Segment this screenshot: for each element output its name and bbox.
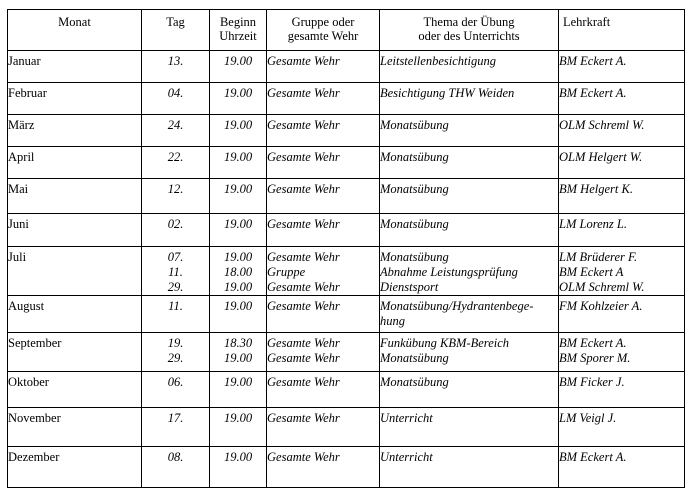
cell-gruppe: Gesamte Wehr bbox=[267, 296, 380, 333]
cell-monat: Mai bbox=[8, 179, 142, 214]
cell-tag: 13. bbox=[142, 51, 210, 83]
cell-lehrkraft: BM Eckert A. bbox=[559, 83, 685, 115]
cell-thema: Monatsübung bbox=[380, 214, 559, 247]
cell-thema: Leitstellenbesichtigung bbox=[380, 51, 559, 83]
table-row bbox=[8, 408, 685, 447]
table-row bbox=[8, 214, 685, 247]
cell-thema: Unterricht bbox=[380, 408, 559, 447]
cell-tag: 08. bbox=[142, 447, 210, 488]
cell-lehrkraft: FM Kohlzeier A. bbox=[559, 296, 685, 333]
cell-tag: 11. bbox=[142, 296, 210, 333]
cell-thema: Besichtigung THW Weiden bbox=[380, 83, 559, 115]
cell-monat: April bbox=[8, 147, 142, 179]
cell-lehrkraft: LM Veigl J. bbox=[559, 408, 685, 447]
cell-tag: 07. 11. 29. bbox=[142, 247, 210, 296]
schedule-table bbox=[7, 9, 685, 488]
cell-zeit: 19.00 bbox=[210, 372, 267, 408]
cell-zeit: 19.00 18.00 19.00 bbox=[210, 247, 267, 296]
table-row bbox=[8, 179, 685, 214]
cell-lehrkraft: BM Helgert K. bbox=[559, 179, 685, 214]
cell-zeit: 19.00 bbox=[210, 83, 267, 115]
cell-thema: Monatsübung/Hydrantenbege- hung bbox=[380, 296, 559, 333]
cell-zeit: 19.00 bbox=[210, 296, 267, 333]
cell-gruppe: Gesamte Wehr bbox=[267, 179, 380, 214]
cell-gruppe: Gesamte Wehr bbox=[267, 447, 380, 488]
header-monat: Monat bbox=[8, 10, 142, 51]
cell-zeit: 19.00 bbox=[210, 447, 267, 488]
cell-tag: 06. bbox=[142, 372, 210, 408]
cell-monat: September bbox=[8, 333, 142, 372]
header-beginn: Beginn Uhrzeit bbox=[210, 10, 267, 51]
cell-lehrkraft: LM Lorenz L. bbox=[559, 214, 685, 247]
table-row bbox=[8, 147, 685, 179]
table-row bbox=[8, 115, 685, 147]
cell-zeit: 18.30 19.00 bbox=[210, 333, 267, 372]
cell-monat: März bbox=[8, 115, 142, 147]
cell-thema: Monatsübung bbox=[380, 115, 559, 147]
cell-gruppe: Gesamte Wehr Gruppe Gesamte Wehr bbox=[267, 247, 380, 296]
cell-zeit: 19.00 bbox=[210, 179, 267, 214]
cell-gruppe: Gesamte Wehr bbox=[267, 372, 380, 408]
cell-zeit: 19.00 bbox=[210, 115, 267, 147]
table-row bbox=[8, 51, 685, 83]
cell-monat: Juni bbox=[8, 214, 142, 247]
cell-monat: Januar bbox=[8, 51, 142, 83]
cell-monat: Oktober bbox=[8, 372, 142, 408]
cell-monat: November bbox=[8, 408, 142, 447]
table-row bbox=[8, 447, 685, 488]
cell-tag: 12. bbox=[142, 179, 210, 214]
table-row bbox=[8, 333, 685, 372]
cell-lehrkraft: BM Ficker J. bbox=[559, 372, 685, 408]
cell-gruppe: Gesamte Wehr bbox=[267, 408, 380, 447]
cell-lehrkraft: OLM Schreml W. bbox=[559, 115, 685, 147]
cell-thema: Monatsübung bbox=[380, 147, 559, 179]
cell-zeit: 19.00 bbox=[210, 214, 267, 247]
cell-monat: Juli bbox=[8, 247, 142, 296]
cell-tag: 17. bbox=[142, 408, 210, 447]
cell-tag: 24. bbox=[142, 115, 210, 147]
cell-monat: Dezember bbox=[8, 447, 142, 488]
table-row bbox=[8, 83, 685, 115]
cell-thema: Monatsübung bbox=[380, 179, 559, 214]
cell-zeit: 19.00 bbox=[210, 51, 267, 83]
header-lehrkraft: Lehrkraft bbox=[559, 10, 685, 51]
table-row bbox=[8, 296, 685, 333]
cell-tag: 22. bbox=[142, 147, 210, 179]
header-row bbox=[8, 10, 685, 51]
cell-lehrkraft: BM Eckert A. BM Sporer M. bbox=[559, 333, 685, 372]
header-gruppe: Gruppe oder gesamte Wehr bbox=[267, 10, 380, 51]
table-row bbox=[8, 372, 685, 408]
header-thema: Thema der Übung oder des Unterrichts bbox=[380, 10, 559, 51]
cell-lehrkraft: OLM Helgert W. bbox=[559, 147, 685, 179]
cell-thema: Funkübung KBM-Bereich Monatsübung bbox=[380, 333, 559, 372]
cell-thema: Monatsübung bbox=[380, 372, 559, 408]
cell-lehrkraft: LM Brüderer F. BM Eckert A OLM Schreml W. bbox=[559, 247, 685, 296]
cell-tag: 19. 29. bbox=[142, 333, 210, 372]
cell-monat: Februar bbox=[8, 83, 142, 115]
cell-gruppe: Gesamte Wehr bbox=[267, 51, 380, 83]
cell-gruppe: Gesamte Wehr bbox=[267, 115, 380, 147]
cell-monat: August bbox=[8, 296, 142, 333]
cell-zeit: 19.00 bbox=[210, 147, 267, 179]
cell-gruppe: Gesamte Wehr bbox=[267, 147, 380, 179]
cell-lehrkraft: BM Eckert A. bbox=[559, 51, 685, 83]
cell-gruppe: Gesamte Wehr Gesamte Wehr bbox=[267, 333, 380, 372]
cell-gruppe: Gesamte Wehr bbox=[267, 214, 380, 247]
cell-gruppe: Gesamte Wehr bbox=[267, 83, 380, 115]
cell-tag: 04. bbox=[142, 83, 210, 115]
cell-lehrkraft: BM Eckert A. bbox=[559, 447, 685, 488]
table-row bbox=[8, 247, 685, 296]
header-tag: Tag bbox=[142, 10, 210, 51]
cell-zeit: 19.00 bbox=[210, 408, 267, 447]
cell-thema: Unterricht bbox=[380, 447, 559, 488]
cell-tag: 02. bbox=[142, 214, 210, 247]
cell-thema: Monatsübung Abnahme Leistungsprüfung Dienstsport bbox=[380, 247, 559, 296]
